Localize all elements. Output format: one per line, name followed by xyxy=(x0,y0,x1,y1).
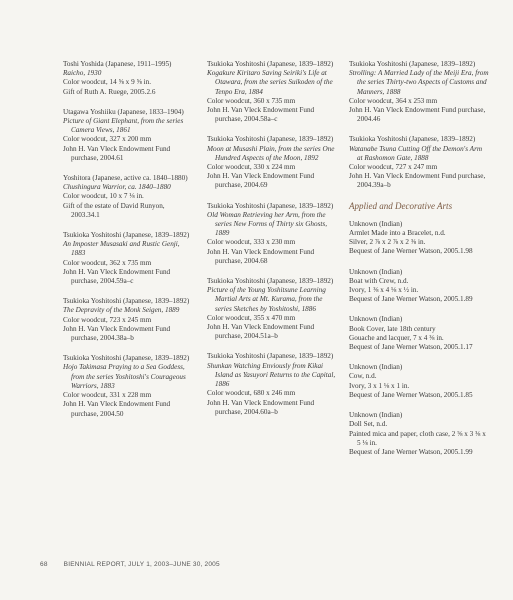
catalog-entry xyxy=(207,352,339,416)
entry-artist: Unknown (Indian) xyxy=(349,411,403,420)
catalog-entry xyxy=(63,297,195,343)
catalog-entry xyxy=(349,60,489,124)
entry-credit: John H. Van Vleck Endowment Fund purchase, 2004.60a–b xyxy=(207,398,315,416)
entry-title: Armlet Made into a Bracelet, n.d. xyxy=(349,229,446,238)
catalog-entry xyxy=(63,354,195,418)
entry-medium: Ivory, 1 ⅜ x 4 ⅛ x ½ in. xyxy=(349,286,419,295)
entry-medium: Ivory, 3 x 1 ⅛ x 1 in. xyxy=(349,381,410,390)
entry-credit: John H. Van Vleck Endowment Fund purchase, 2004.46 xyxy=(349,106,486,124)
entry-credit: Gift of the estate of David Runyon, 2003.34.1 xyxy=(63,201,165,219)
entry-medium: Color woodcut, 362 x 735 mm xyxy=(63,258,152,267)
entry-medium: Painted mica and paper, cloth case, 2 ⅝ x 3 ⅜ x 5 ⅛ in. xyxy=(349,429,486,447)
catalog-entry xyxy=(349,135,489,190)
entry-artist: Tsukioka Yoshitoshi (Japanese, 1839–1892) xyxy=(63,297,190,306)
entry-medium: Color woodcut, 727 x 247 mm xyxy=(349,163,438,172)
entry-title: Strolling: A Married Lady of the Meiji Era, from the series Thirty-two Aspects of Customs and Manners, 1888 xyxy=(349,69,489,96)
entry-artist: Tsukioka Yoshitoshi (Japanese, 1839–1892) xyxy=(349,135,476,144)
catalog-entry xyxy=(63,60,195,97)
entry-credit: John H. Van Vleck Endowment Fund purchase, 2004.69 xyxy=(207,172,315,190)
entry-artist: Unknown (Indian) xyxy=(349,267,403,276)
catalog-entry xyxy=(349,363,489,400)
entry-medium: Color woodcut, 355 x 470 mm xyxy=(207,313,296,322)
entry-credit: Bequest of Jane Werner Watson, 2005.1.17 xyxy=(349,343,473,352)
entry-credit: Bequest of Jane Werner Watson, 2005.1.98 xyxy=(349,247,473,256)
catalog-entry xyxy=(349,268,489,305)
entry-credit: John H. Van Vleck Endowment Fund purchase, 2004.61 xyxy=(63,144,171,162)
entry-artist: Unknown (Indian) xyxy=(349,219,403,228)
catalog-entry xyxy=(207,135,339,190)
entry-medium: Color woodcut, 360 x 735 mm xyxy=(207,96,296,105)
entry-credit: Bequest of Jane Werner Watson, 2005.1.89 xyxy=(349,295,473,304)
entry-artist: Utagawa Yoshiiku (Japanese, 1833–1904) xyxy=(63,107,184,116)
entry-medium: Gouache and lacquer, 7 x 4 ⅜ in. xyxy=(349,333,444,342)
entry-title: Book Cover, late 18th century xyxy=(349,324,436,333)
catalog-entry xyxy=(63,108,195,163)
entry-credit: John H. Van Vleck Endowment Fund purchase, 2004.51a–b xyxy=(207,323,315,341)
footer-text: BIENNIAL REPORT, JULY 1, 2003–JUNE 30, 2005 xyxy=(63,561,220,568)
entry-title: Kogakure Kiritaro Saving Seiriki's Life at Otawara, from the series Suikoden of the Tenpo Era, 1884 xyxy=(207,69,333,96)
page-footer xyxy=(40,561,220,568)
entry-title: Chushingura Warrior, ca. 1840–1880 xyxy=(63,183,171,192)
catalog-entry xyxy=(349,220,489,257)
entry-medium: Color woodcut, 723 x 245 mm xyxy=(63,315,152,324)
entry-title: Shunkan Watching Enviously from Kikai Island as Yasuyori Returns to the Capital, 1886 xyxy=(207,361,336,389)
entry-title: An Imposter Musasaki and Rustic Genji, 1883 xyxy=(63,240,180,258)
catalog-entry xyxy=(207,277,339,341)
entry-artist: Yoshitora (Japanese, active ca. 1840–1880) xyxy=(63,174,188,183)
entry-medium: Silver, 2 ⅞ x 2 ⅞ x 2 ⅜ in. xyxy=(349,238,426,247)
entry-title: Hojo Takimasa Praying to a Sea Goddess, from the series Yoshitoshi's Courageous Warriors, 1883 xyxy=(63,363,186,390)
entry-artist: Tsukioka Yoshitoshi (Japanese, 1839–1892) xyxy=(207,352,334,361)
entry-artist: Tsukioka Yoshitoshi (Japanese, 1839–1892) xyxy=(63,354,190,363)
section-heading: Applied and Decorative Arts xyxy=(349,200,453,211)
entry-medium: Color woodcut, 10 x 7 ⅛ in. xyxy=(63,192,144,201)
entry-credit: Bequest of Jane Werner Watson, 2005.1.99 xyxy=(349,447,473,456)
entry-title: Watanabe Tsuna Cutting Off the Demon's Arm at Rashomon Gate, 1888 xyxy=(349,144,483,162)
catalog-entry xyxy=(207,202,339,266)
entry-medium: Color woodcut, 680 x 246 mm xyxy=(207,389,296,398)
catalog-entry xyxy=(63,174,195,220)
page-number: 68 xyxy=(40,561,48,568)
column-3 xyxy=(349,60,489,468)
entry-artist: Tsukioka Yoshitoshi (Japanese, 1839–1892) xyxy=(207,277,334,286)
entry-title: Moon at Musashi Plain, from the series One Hundred Aspects of the Moon, 1892 xyxy=(207,144,335,162)
entry-credit: John H. Van Vleck Endowment Fund purchase, 2004.50 xyxy=(63,400,171,418)
entry-artist: Tsukioka Yoshitoshi (Japanese, 1839–1892) xyxy=(207,135,334,144)
entry-credit: John H. Van Vleck Endowment Fund purchase, 2004.38a–b xyxy=(63,324,171,343)
entry-medium: Color woodcut, 327 x 200 mm xyxy=(63,135,152,144)
entry-medium: Color woodcut, 364 x 253 mm xyxy=(349,96,438,105)
entry-medium: Color woodcut, 330 x 224 mm xyxy=(207,163,296,172)
entry-artist: Tsukioka Yoshitoshi (Japanese, 1839–1892) xyxy=(207,60,334,68)
entry-medium: Color woodcut, 331 x 228 mm xyxy=(63,391,152,400)
entry-artist: Tsukioka Yoshitoshi (Japanese, 1839–1892) xyxy=(207,201,334,210)
catalog-entry xyxy=(349,411,489,457)
entry-artist: Tsukioka Yoshitoshi (Japanese, 1839–1892) xyxy=(349,60,476,68)
entry-artist: Unknown (Indian) xyxy=(349,363,403,372)
column-2 xyxy=(207,60,339,428)
entry-credit: John H. Van Vleck Endowment Fund purchase, 2004.58a–c xyxy=(207,106,315,124)
entry-title: The Depravity of the Monk Seigen, 1889 xyxy=(63,306,180,315)
entry-title: Doll Set, n.d. xyxy=(349,420,388,429)
entry-title: Old Woman Retrieving her Arm, from the series New Forms of Thirty six Ghosts, 1889 xyxy=(207,210,328,238)
entry-medium: Color woodcut, 333 x 230 mm xyxy=(207,238,296,247)
entry-artist: Toshi Yoshida (Japanese, 1911–1995) xyxy=(63,60,172,68)
catalog-entry xyxy=(349,315,489,352)
entry-title: Boat with Crew, n.d. xyxy=(349,276,409,285)
entry-credit: Bequest of Jane Werner Watson, 2005.1.85 xyxy=(349,390,473,399)
catalog-entry xyxy=(207,60,339,124)
entry-title: Cow, n.d. xyxy=(349,372,377,381)
entry-artist: Tsukioka Yoshitoshi (Japanese, 1839–1892) xyxy=(63,231,190,240)
entry-medium: Color woodcut, 14 ⅝ x 9 ⅝ in. xyxy=(63,78,152,87)
entry-credit: John H. Van Vleck Endowment Fund purchase, 2004.59a–c xyxy=(63,267,171,286)
entry-title: Raicho, 1930 xyxy=(63,69,102,78)
catalog-entry xyxy=(63,231,195,286)
entry-credit: Gift of Ruth A. Ruege, 2005.2.6 xyxy=(63,87,156,96)
entry-title: Picture of Giant Elephant, from the series Camera Views, 1861 xyxy=(63,117,184,135)
entry-title: Picture of the Young Yoshitsune Learning Martial Arts at Mt. Kurama, from the series Sketches by Yoshitoshi, 1886 xyxy=(207,286,326,313)
column-1 xyxy=(63,60,195,430)
entry-credit: John H. Van Vleck Endowment Fund purchase, 2004.68 xyxy=(207,247,315,265)
entry-artist: Unknown (Indian) xyxy=(349,315,403,324)
entry-credit: John H. Van Vleck Endowment Fund purchase, 2004.39a–b xyxy=(349,172,486,190)
